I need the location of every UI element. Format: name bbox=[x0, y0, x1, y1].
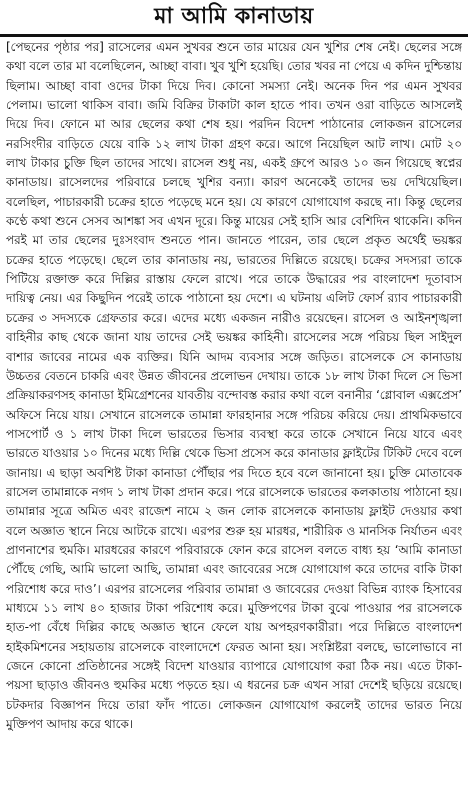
headline-rule bbox=[0, 34, 468, 37]
headline-bar bbox=[0, 0, 468, 34]
article-text: রাসেলের এমন সুখবর শুনে তার মায়ের যেন খুশির শেষ নেই। ছেলের সঙ্গে কথা বলে তার মা বলেছিলেন, আচ্ছা বাবা। খুব খুশি হয়েছি। তোর খবর না পেয়ে এ কদিন দুশ্চিন্তায় ছিলাম। আচ্ছা বাবা ওদের টাকা দিয়ে দিব। কোনো সমস্যা নেই। অনেক দিন পর এমন সুখবর পেলাম। ভালো থাকিস বাবা। জমি বিক্রির টাকাটা কাল হাতে পাব। তখন ওরা বাড়িতে আসলেই দিয়ে দিব। ফোনে মা আর ছেলের কথা শেষ হয়। পরদিন বিদেশ পাঠানোর লোকজন রাসেলের নরসিংদীর বাড়িতে যেয়ে বাকি ১২ লাখ টাকা গ্রহণ করে। আগে নিয়েছিল আট লাখ। মোট ২০ লাখ টাকার চুক্তি ছিল তাদের সাথে। রাসেল শুধু নয়, একই গ্রুপে আরও ১০ জন গিয়েছে স্বপ্নের কানাডায়। রাসেলদের পরিবারে চলছে খুশির বন্যা। কারণ অনেকেই তাদের ভয় দেখিয়েছিল। বলেছিল, পাচারকারী চক্রের হাতে পড়েছে মনে হয়। যে কারণে যোগাযোগ করছে না। কিন্তু ছেলের কণ্ঠে কথা শুনে সেসব আশঙ্কা সব এখন দূরে। কিন্তু মায়ের সেই হাসি আর বেশিদিন থাকেনি। কদিন পরই মা তার ছেলের দুঃসংবাদ শুনতে পান। জানতে পারেন, তার ছেলে প্রকৃত অর্থেই ভয়ঙ্কর চক্রের হাতে পড়েছে। ছেলে তার কানাডায় নয়, ভারতের দিল্লিতে রয়েছে। চক্রের সদস্যরা তাকে পিটিয়ে রক্তাক্ত করে দিল্লির রাস্তায় ফেলে রাখে। পরে তাকে উদ্ধারের পর বাংলাদেশ দূতাবাস দায়িত্ব নেয়। এর কিছুদিন পরেই তাকে পাঠানো হয় দেশে। এ ঘটনায় এলিট ফোর্স র‌্যাব পাচারকারী চক্রের ৩ সদস্যকে গ্রেফতার করে। এদের মধ্যে একজন নারীও রয়েছেন। রাসেল ও আইনশৃঙ্খলা বাহিনীর কাছ থেকে জানা যায় তাদের সেই ভয়ঙ্কর কাহিনী। রাসেলের সঙ্গে পরিচয় ছিল সাইদুল বাশার জাবের নামের এক ব্যক্তির। যিনি আদম ব্যবসার সঙ্গে জড়িত। রাসেলকে সে কানাডায় উচ্চতর বেতনে চাকরি এবং উন্নত জীবনের প্রলোভন দেখায়। তাকে ১৮ লাখ টাকা দিলে সে ভিসা প্রক্রিয়াকরণসহ কানাডা ইমিগ্রেশনের যাবতীয় বন্দোবস্ত করার কথা বলে বনানীর ‘গ্লোবাল এক্সপ্রেস’ অফিসে নিয়ে যায়। সেখানে রাসেলকে তামান্না ফারহানার সঙ্গে পরিচয় করিয়ে দেয়। প্রাথমিকভাবে পাসপোর্ট ও ১ লাখ টাকা দিলে ভারতের ভিসার ব্যবস্থা করে তাকে সেখানে নিয়ে যাবে এবং ভারতে যাওয়ার ১০ দিনের মধ্যে দিল্লি থেকে ভিসা প্রসেস করে কানাডার ফ্লাইটের টিকিট দেবে বলে জানায়। এ ছাড়া অবশিষ্ট টাকা কানাডা পৌঁছার পর দিতে হবে বলে জানানো হয়। চুক্তি মোতাবেক রাসেল তামান্নাকে নগদ ১ লাখ টাকা প্রদান করে। পরে রাসেলকে ভারতের কলকাতায় পাঠানো হয়। তামান্নার সূত্রে অমিত এবং রাজেশ নামে ২ জন লোক রাসেলকে কানাডায় ফ্লাইট দেওয়ার কথা বলে অজ্ঞাত স্থানে নিয়ে আটকে রাখে। এরপর শুরু হয় মারধর, শারীরিক ও মানসিক নির্যাতন এবং প্রাণনাশের হুমকি। মারধরের কারণে পরিবারকে ফোন করে রাসেল বলতে বাধ্য হয় ‘আমি কানাডা পৌঁছে গেছি, আমি ভালো আছি, তামান্না এবং জাবেরের সঙ্গে যোগাযোগ করে তাদের বাকি টাকা পরিশোধ করে দাও’। এরপর রাসেলের পরিবার তামান্না ও জাবেরের দেওয়া বিভিন্ন ব্যাংক হিসাবের মাধ্যমে ১১ লাখ ৪০ হাজার টাকা পরিশোধ করে। মুক্তিপণের টাকা বুঝে পাওয়ার পর রাসেলকে হাত-পা বেঁধে দিল্লির কাছে অজ্ঞাত স্থানে ফেলে যায় অপহরণকারীরা। পরে দিল্লিতে বাংলাদেশ হাইকমিশনের সহায়তায় রাসেলকে বাংলাদেশে ফেরত আনা হয়। সংশ্লিষ্টরা বলছে, ভালোভাবে না জেনে কোনো প্রতিষ্ঠানের সঙ্গেই বিদেশ যাওয়ার ব্যাপারে যোগাযোগ করা ঠিক নয়। এতে টাকা-পয়সা ছাড়াও জীবনও হুমকির মধ্যে পড়তে হয়। এ ধরনের চক্র এখন সারা দেশেই ছড়িয়ে রয়েছে। চটকদার বিজ্ঞাপন দিয়ে তারা ফাঁদ পাতে। লোকজন যোগাযোগ করলেই তাদের ভারত নিয়ে মুক্তিপণ আদায় করে থাকে। bbox=[6, 40, 462, 732]
headline: মা আমি কানাডায় bbox=[154, 3, 314, 29]
continued-marker: [পেছনের পৃষ্ঠার পর] bbox=[6, 40, 104, 54]
article-body bbox=[6, 38, 462, 805]
